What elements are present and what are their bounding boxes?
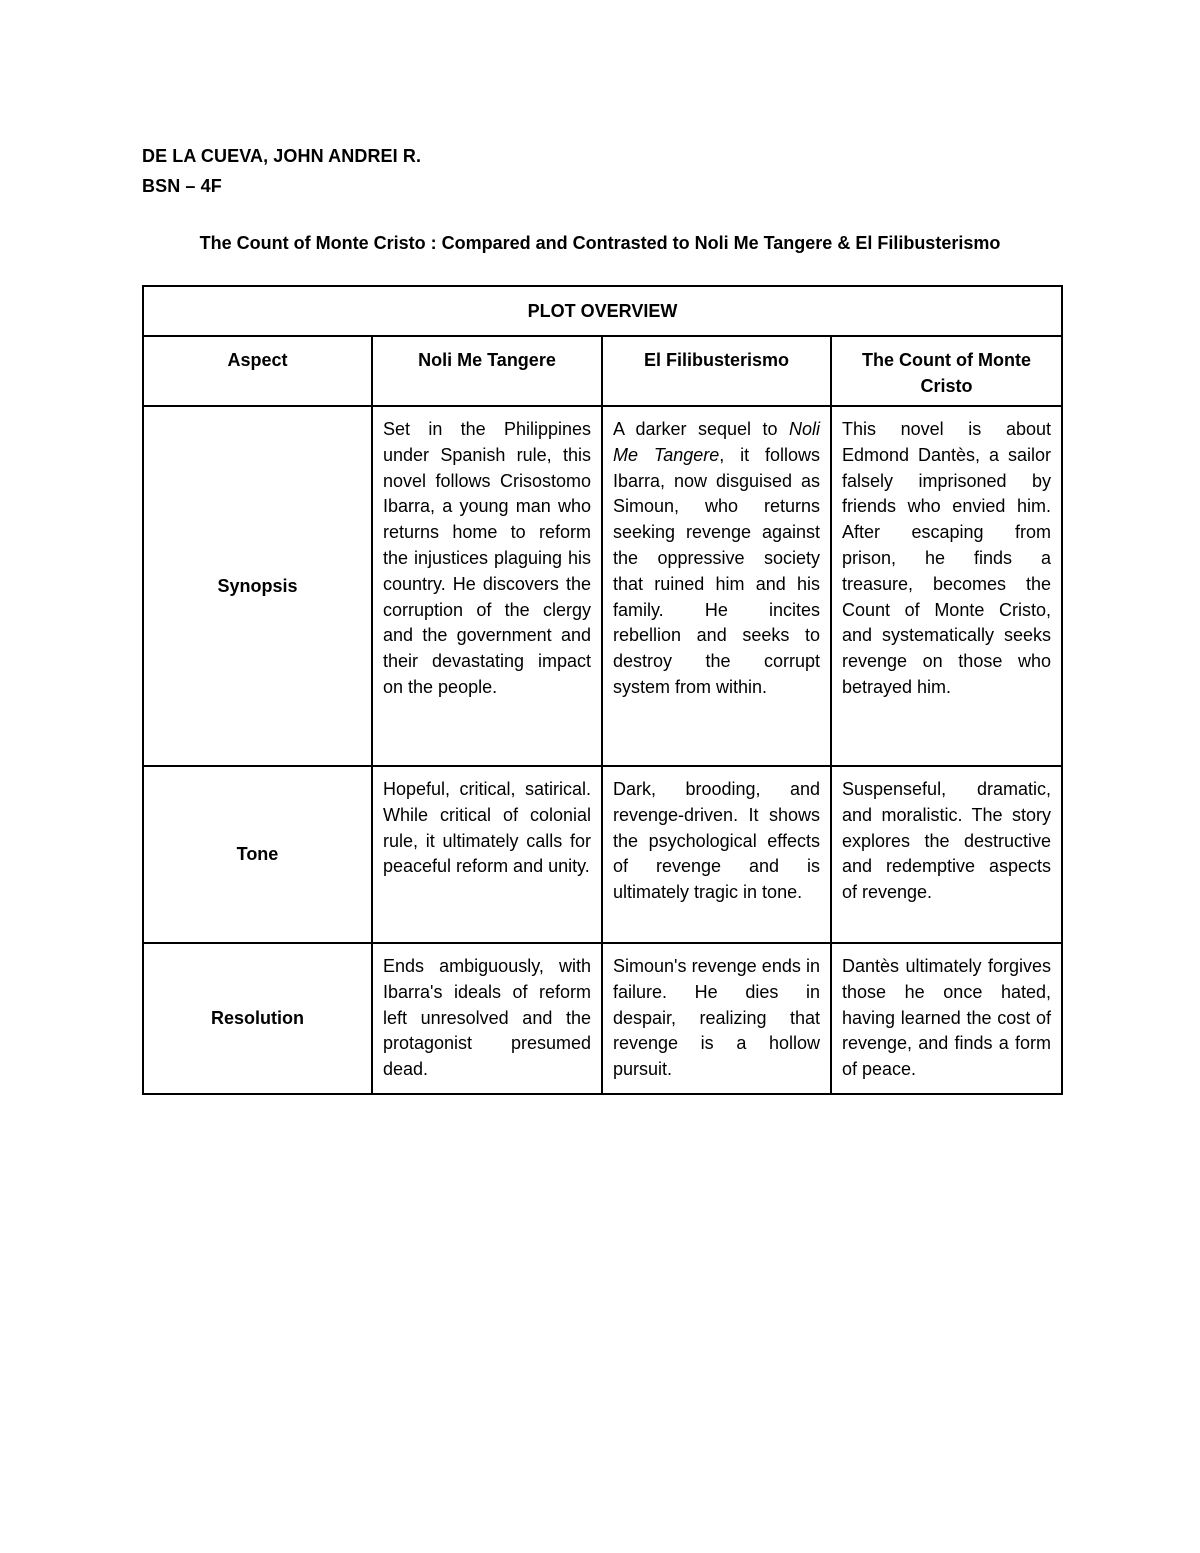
column-header-fili: El Filibusterismo [602, 336, 831, 406]
table-row-resolution [143, 943, 1062, 1094]
table-title-row [143, 286, 1062, 336]
table-row-tone [143, 766, 1062, 943]
table-title: PLOT OVERVIEW [143, 286, 1062, 336]
aspect-label: Synopsis [143, 406, 372, 766]
italic-title: Noli Me Tangere [613, 419, 820, 465]
column-header-count: The Count of Monte Cristo [831, 336, 1062, 406]
cell-count: This novel is about Edmond Dantès, a sailor falsely imprisoned by friends who envied him. After escaping from prison, he finds a treasure, becomes the Count of Monte Cristo, and systematically seeks revenge on those who betrayed him. [831, 406, 1062, 766]
cell-fili: Dark, brooding, and revenge-driven. It shows the psychological effects of revenge and is ultimately tragic in tone. [602, 766, 831, 943]
cell-fili-text: , it follows Ibarra, now disguised as Simoun, who returns seeking revenge against the oppressive society that ruined him and his family. He incites rebellion and seeks to destroy the corrupt system from within. [613, 444, 820, 697]
cell-noli: Ends ambiguously, with Ibarra's ideals of reform left unresolved and the protagonist presumed dead. [372, 943, 602, 1094]
column-header-noli: Noli Me Tangere [372, 336, 602, 406]
cell-count: Suspenseful, dramatic, and moralistic. The story explores the destructive and redemptive aspects of revenge. [831, 766, 1062, 943]
aspect-label: Resolution [143, 943, 372, 1094]
cell-fili: Simoun's revenge ends in failure. He dies in despair, realizing that revenge is a hollow pursuit. [602, 943, 831, 1094]
plot-overview-table [142, 285, 1063, 1095]
cell-noli: Hopeful, critical, satirical. While critical of colonial rule, it ultimately calls for peaceful reform and unity. [372, 766, 602, 943]
aspect-label: Tone [143, 766, 372, 943]
cell-fili [602, 406, 831, 766]
cell-count: Dantès ultimately forgives those he once hated, having learned the cost of revenge, and finds a form of peace. [831, 943, 1062, 1094]
cell-fili-text: A darker sequel to [613, 419, 789, 439]
table-header-row [143, 336, 1062, 406]
author-name: DE LA CUEVA, JOHN ANDREI R. [142, 146, 422, 166]
table-row-synopsis [143, 406, 1062, 766]
course-section: BSN – 4F [142, 176, 222, 196]
column-header-aspect: Aspect [143, 336, 372, 406]
document-title: The Count of Monte Cristo : Compared and Contrasted to Noli Me Tangere & El Filibusterismo [199, 233, 1001, 253]
cell-noli: Set in the Philippines under Spanish rule, this novel follows Crisostomo Ibarra, a young man who returns home to reform the injustices plaguing his country. He discovers the corruption of the clergy and the government and their devastating impact on the people. [372, 406, 602, 766]
